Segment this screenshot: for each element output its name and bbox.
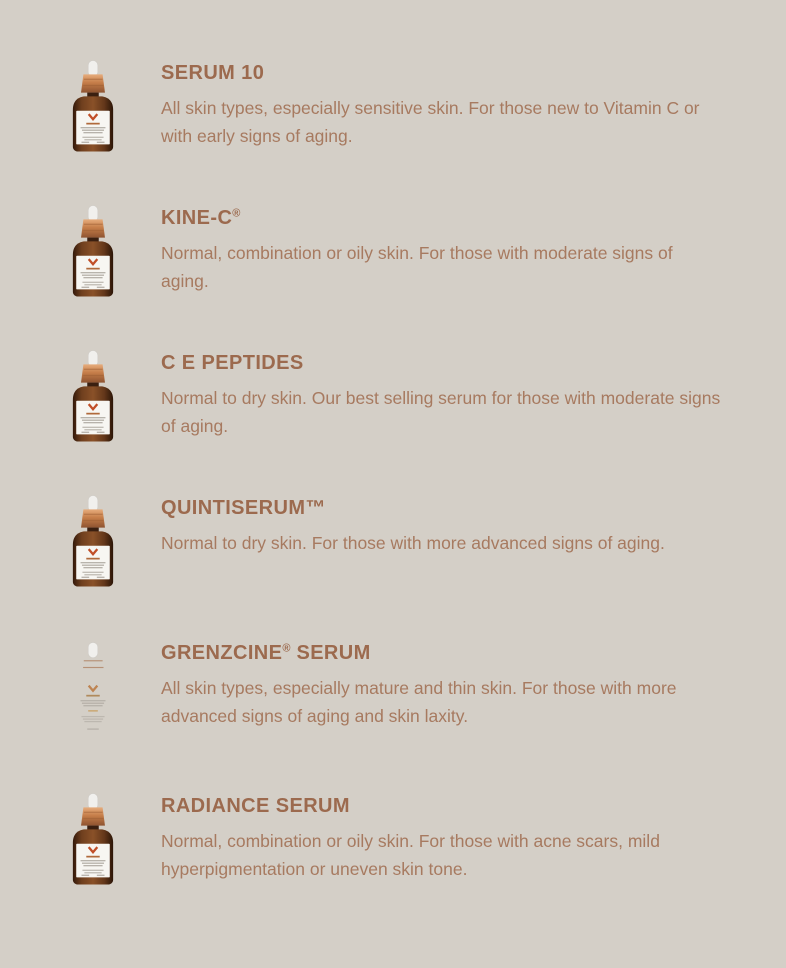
dropper-bulb: [88, 642, 98, 657]
copper-collar: [81, 509, 105, 527]
copper-collar: [81, 655, 105, 674]
product-row: [68, 640, 786, 740]
copper-collar: [81, 364, 105, 382]
product-row: [68, 495, 786, 587]
dropper-bulb: [88, 495, 98, 511]
product-image-box: [68, 350, 118, 442]
dropper-bulb: [88, 205, 98, 221]
product-row: [68, 205, 786, 297]
dropper-bulb: [88, 793, 98, 809]
amber-serum-bottle-image: [68, 495, 118, 587]
amber-serum-bottle-image: [68, 350, 118, 442]
amber-serum-bottle-image: [68, 60, 118, 152]
dropper-bulb: [88, 350, 98, 366]
white-serum-bottle-image: [68, 640, 118, 740]
product-text-block: [161, 495, 665, 557]
product-description: Normal to dry skin. Our best selling serum for those with moderate signs of aging.: [161, 388, 721, 436]
product-name: RADIANCE SERUM: [161, 795, 350, 817]
amber-serum-bottle-image: [68, 205, 118, 297]
product-image-box: [68, 60, 118, 152]
product-row: [68, 60, 786, 152]
product-image-box: [68, 793, 118, 885]
product-description: Normal, combination or oily skin. For those with acne scars, mild hyperpigmentation or uneven skin tone.: [161, 831, 660, 879]
product-name: QUINTISERUM™: [161, 497, 326, 519]
product-name: C E PEPTIDES: [161, 352, 304, 374]
product-image-box: [68, 640, 118, 740]
copper-collar: [81, 219, 105, 237]
brand-logo-mark: [89, 686, 98, 691]
product-text-block: [161, 60, 721, 150]
copper-collar: [81, 74, 105, 92]
product-name: SERUM 10: [161, 62, 265, 84]
amber-serum-bottle-image: [68, 793, 118, 885]
product-description: All skin types, especially mature and thin skin. For those with more advanced signs of aging and skin laxity.: [161, 678, 677, 726]
product-row: [68, 350, 786, 442]
product-description: Normal to dry skin. For those with more advanced signs of aging.: [161, 533, 665, 553]
dropper-bulb: [88, 60, 98, 76]
product-image-box: [68, 205, 118, 297]
product-text-block: [161, 350, 721, 440]
product-name: GRENZCINE® SERUM: [161, 642, 371, 664]
product-name: KINE-C®: [161, 207, 241, 229]
copper-collar: [81, 807, 105, 825]
product-row: [68, 793, 786, 885]
product-description: Normal, combination or oily skin. For those with moderate signs of aging.: [161, 243, 673, 291]
product-text-block: [161, 793, 721, 883]
product-text-block: [161, 205, 721, 295]
product-image-box: [68, 495, 118, 587]
product-text-block: [161, 640, 721, 730]
product-description: All skin types, especially sensitive skin. For those new to Vitamin C or with early signs of aging.: [161, 98, 700, 146]
